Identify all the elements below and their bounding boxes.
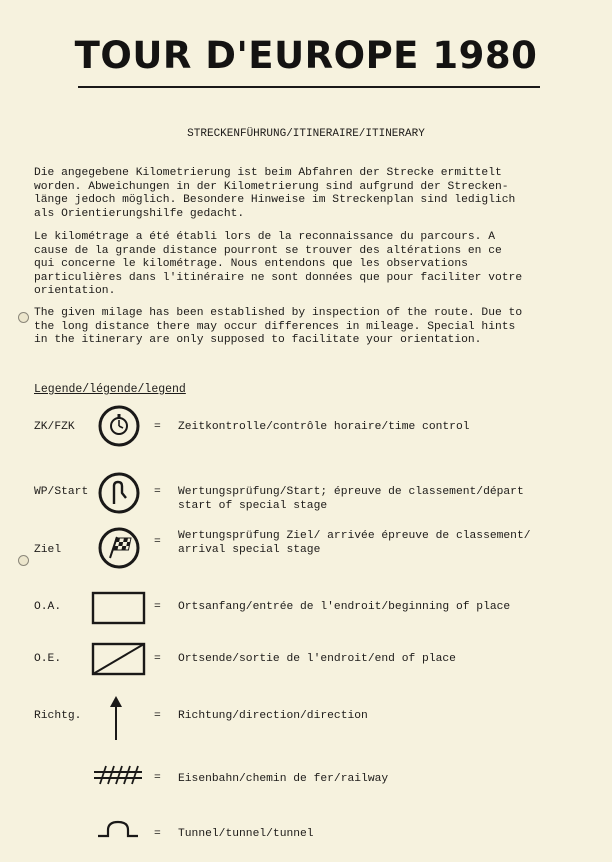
legend-desc-direction: Richtung/direction/direction [178, 710, 368, 722]
legend-desc-start: Wertungsprüfung/Start; épreuve de classement/départ start of special stage [178, 486, 524, 512]
legend-label-start: WP/Start [34, 486, 89, 498]
legend-equals: = [154, 536, 161, 548]
paragraph-english: The given milage has been established by inspection of the route. Due to the long distance there may occur differences in mileage. Special hints in the itinerary are only supposed to facilitate your orientation. [34, 307, 523, 346]
legend-equals: = [154, 486, 161, 498]
legend-equals: = [154, 828, 161, 840]
legend-heading: Legende/légende/legend [34, 383, 186, 396]
paragraph-french: Le kilométrage a été établi lors de la reconnaissance du parcours. A cause de la grande distance pourront se trouver des altérations en ce qui concerne le kilométrage. Nous entendons que les observations particulières dans l'itinéraire ne sont données que pour faciliter votre orientation. [34, 231, 523, 297]
up-arrow-icon [108, 696, 124, 742]
legend-desc-time-control: Zeitkontrolle/contrôle horaire/time control [178, 421, 470, 433]
paragraph-german: Die angegebene Kilometrierung ist beim Abfahren der Strecke ermittelt worden. Abweichungen in der Kilometrierung sind aufgrund der Strecken- länge jedoch möglich. Besondere Hinweise im Streckenplan sind lediglich als Orientierungshilfe gedacht. [34, 167, 516, 220]
legend-label-finish: Ziel [34, 544, 62, 556]
legend-desc-place-end: Ortsende/sortie de l'endroit/end of place [178, 653, 456, 665]
legend-label-place-end: O.E. [34, 653, 62, 665]
legend-desc-railway: Eisenbahn/chemin de fer/railway [178, 773, 389, 785]
punch-hole-mark [18, 555, 29, 566]
legend-label-time-control: ZK/FZK [34, 421, 75, 433]
legend-equals: = [154, 653, 161, 665]
empty-square-icon [91, 590, 147, 626]
clock-circle-icon [97, 404, 141, 448]
crossed-square-icon [91, 641, 147, 677]
railway-icon [92, 764, 144, 786]
page-title: TOUR D'EUROPE 1980 [74, 34, 538, 77]
legend-label-place-start: O.A. [34, 601, 62, 613]
legend-equals: = [154, 421, 161, 433]
legend-desc-place-start: Ortsanfang/entrée de l'endroit/beginning of place [178, 601, 511, 613]
tunnel-icon [96, 818, 140, 840]
legend-equals: = [154, 772, 161, 784]
legend-desc-tunnel: Tunnel/tunnel/tunnel [178, 828, 314, 840]
finish-flag-circle-icon [97, 526, 141, 570]
legend-equals: = [154, 710, 161, 722]
section-subtitle: STRECKENFÜHRUNG/ITINERAIRE/ITINERARY [187, 128, 425, 140]
legend-equals: = [154, 601, 161, 613]
punch-hole-mark [18, 312, 29, 323]
start-circle-icon [97, 471, 141, 515]
legend-desc-finish: Wertungsprüfung Ziel/ arrivée épreuve de classement/ arrival special stage [178, 530, 531, 556]
legend-label-direction: Richtg. [34, 710, 82, 722]
title-underline [78, 86, 540, 88]
